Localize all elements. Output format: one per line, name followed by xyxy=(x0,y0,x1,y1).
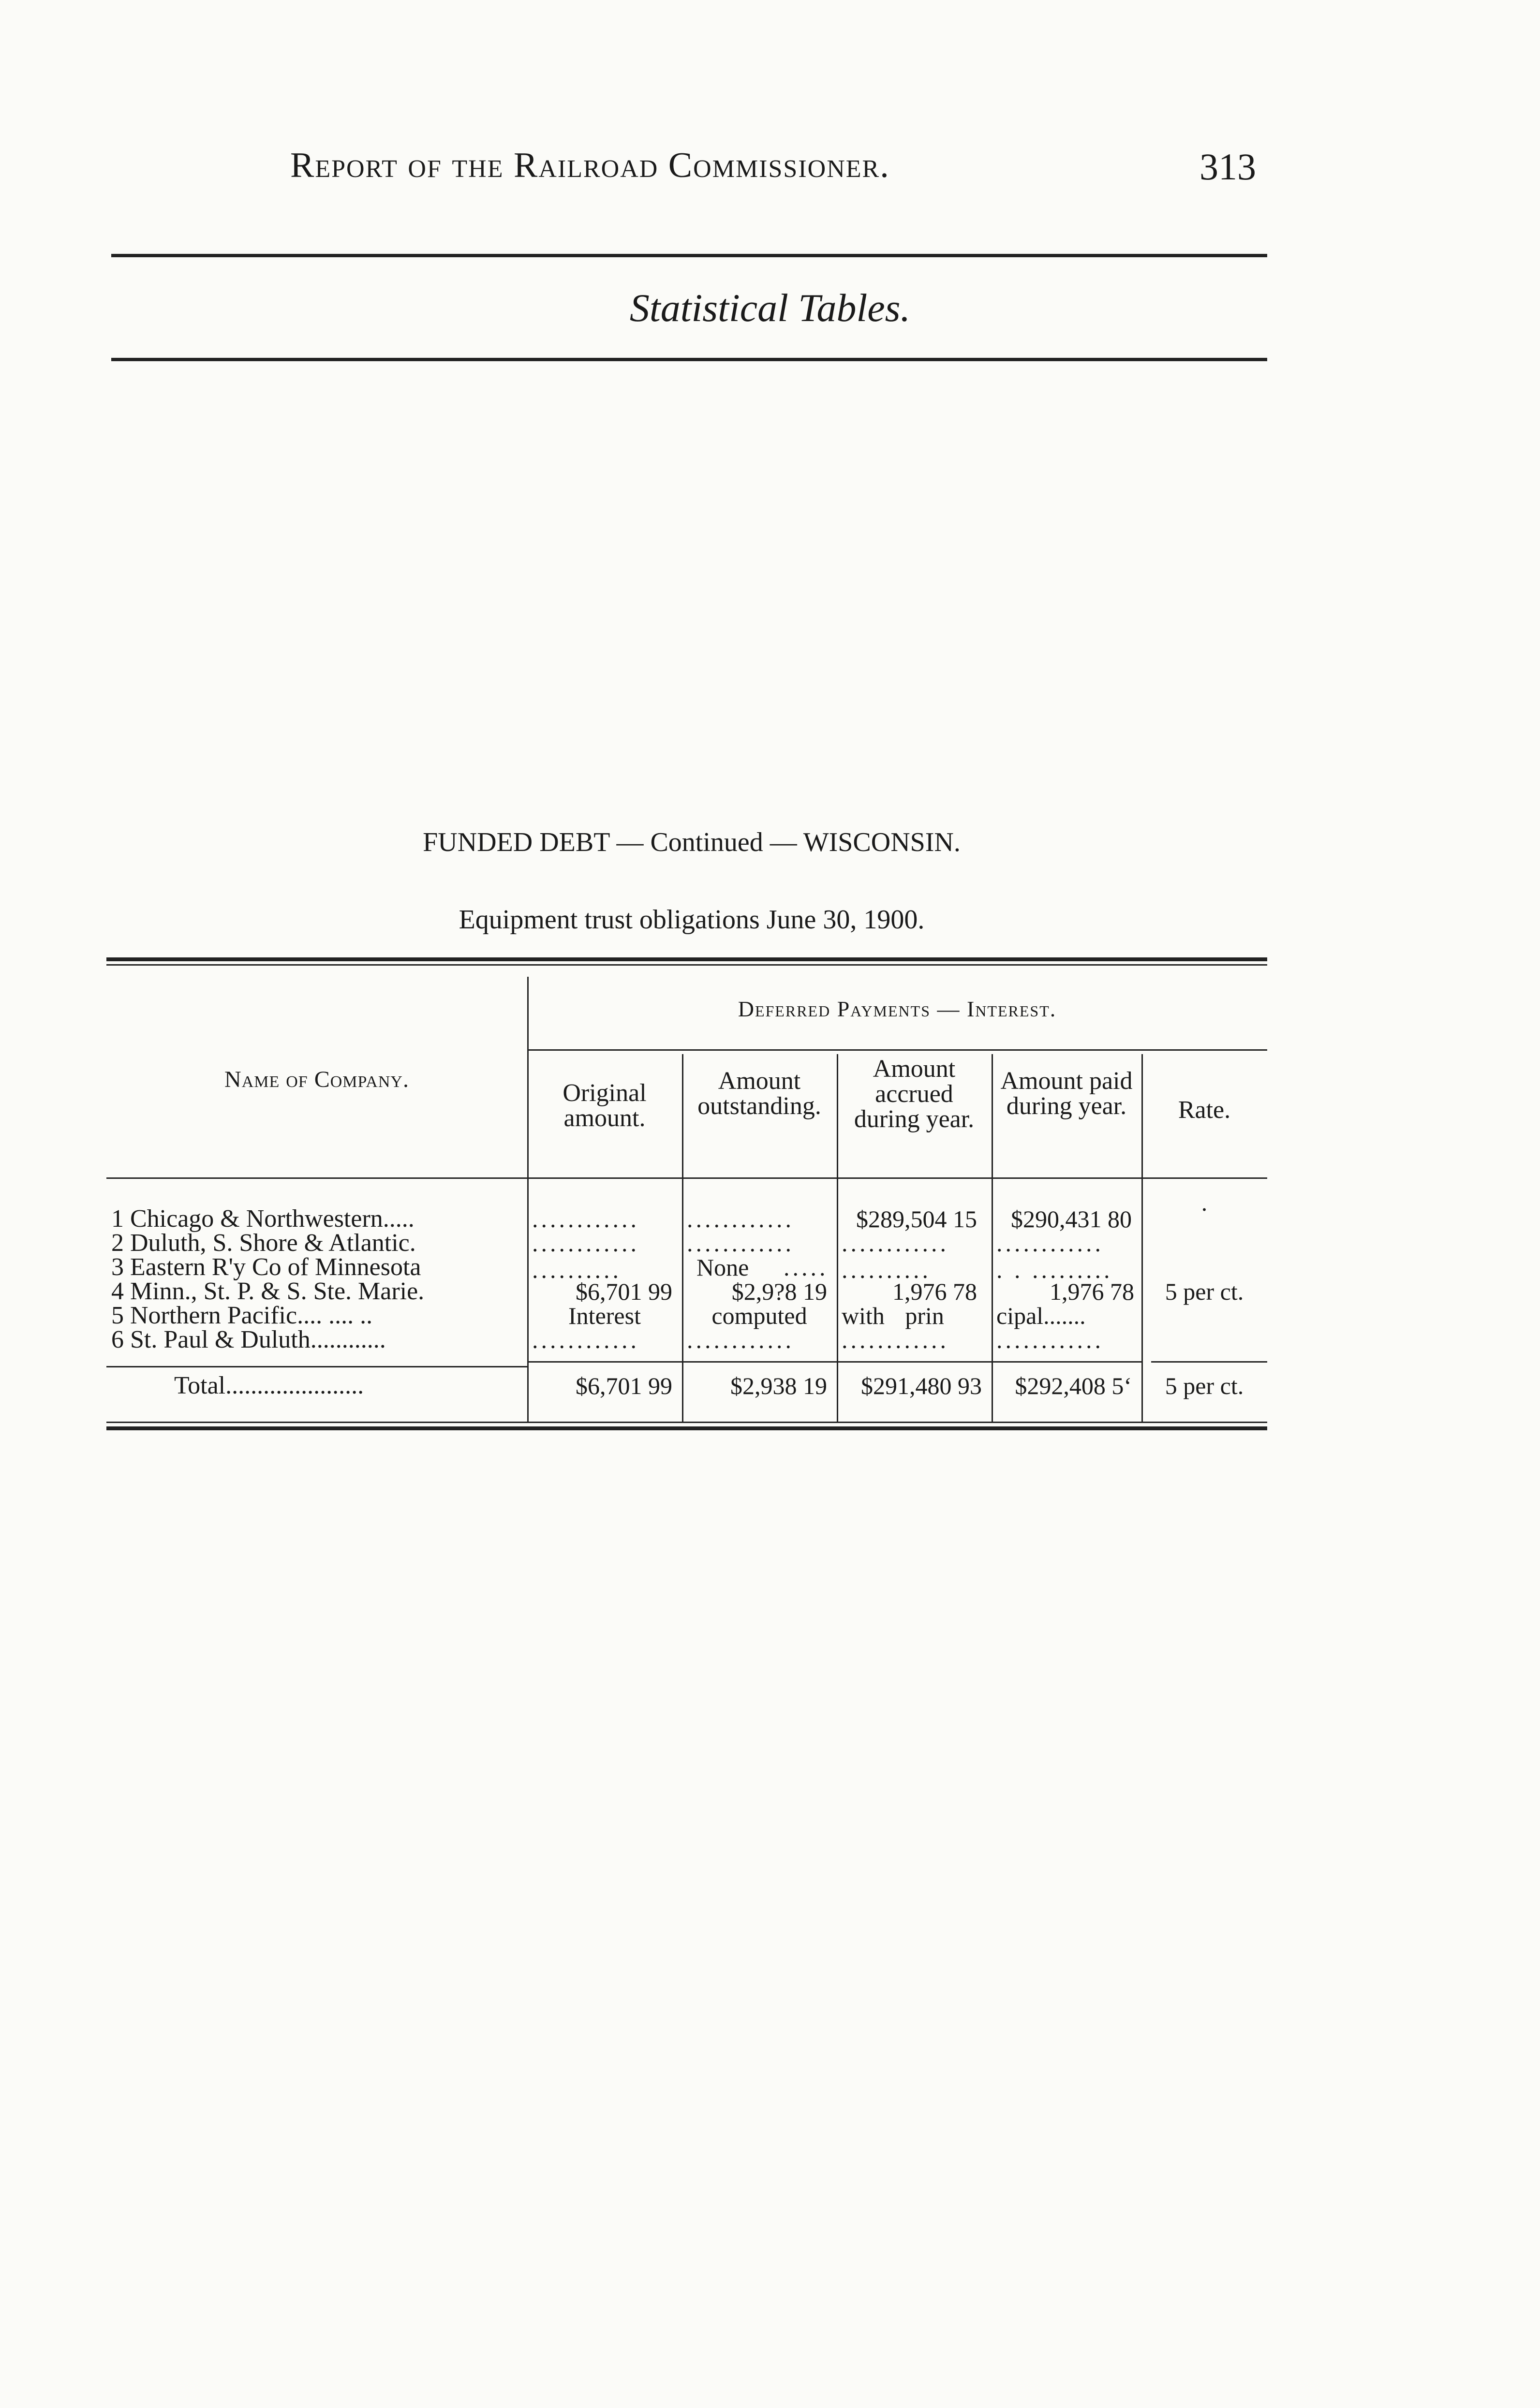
cell-original: $6,701 99 xyxy=(576,1278,672,1305)
cell-paid: 1,976 78 xyxy=(1050,1278,1134,1305)
table-rule-top xyxy=(106,957,1267,961)
total-rule xyxy=(1151,1361,1267,1363)
total-paid: $292,408 5‘ xyxy=(1015,1372,1132,1399)
row-company-name: 1 Chicago & Northwestern..... xyxy=(111,1205,415,1233)
table-rule-top-inner xyxy=(106,964,1267,966)
group-header-deferred: Deferred Payments — Interest. xyxy=(738,997,1057,1021)
page-number: 313 xyxy=(1199,146,1256,188)
funded-debt-table xyxy=(106,957,1267,1441)
col-divider xyxy=(682,1054,683,1422)
col-divider xyxy=(837,1054,838,1422)
cell-accrued: 1,976 78 xyxy=(892,1278,977,1305)
cell-accrued: $289,504 15 xyxy=(856,1205,977,1233)
leader-dots: ............ xyxy=(532,1327,639,1352)
column-header-original: Original amount. xyxy=(563,1079,647,1132)
column-header-accrued: Amount accrued during year. xyxy=(854,1055,975,1133)
cell-rate: · xyxy=(1200,1196,1209,1223)
total-original: $6,701 99 xyxy=(576,1372,672,1399)
cell-outstanding: computed xyxy=(711,1302,807,1329)
row-company-name: 5 Northern Pacific.... .... .. xyxy=(111,1302,373,1329)
col-divider xyxy=(1141,1054,1143,1422)
leader-dots: ............ xyxy=(532,1206,639,1232)
leader-dots: ............ xyxy=(687,1206,794,1232)
cell-outstanding: None xyxy=(696,1254,749,1281)
leader-dots: ............ xyxy=(842,1231,949,1256)
row-company-name: 4 Minn., St. P. & S. Ste. Marie. xyxy=(111,1277,425,1305)
leader-dots: ..... xyxy=(784,1255,829,1280)
row-company-name: 2 Duluth, S. Shore & Atlantic. xyxy=(111,1229,416,1257)
header-bottom-rule xyxy=(106,1177,1267,1179)
total-rate: 5 per ct. xyxy=(1165,1372,1244,1399)
leader-dots: ............ xyxy=(842,1327,949,1352)
header-rule-top xyxy=(111,254,1267,257)
table-rule-bottom-inner xyxy=(106,1422,1267,1423)
table-title: FUNDED DEBT — Continued — WISCONSIN. xyxy=(423,827,961,857)
total-rule xyxy=(527,1361,1141,1363)
cell-paid: $290,431 80 xyxy=(1011,1205,1132,1233)
total-label: Total...................... xyxy=(174,1372,364,1399)
column-header-paid: Amount paid during year. xyxy=(1000,1067,1133,1120)
col-divider xyxy=(527,977,529,1422)
running-head: Report of the Railroad Commissioner. xyxy=(290,146,890,185)
cell-rate: 5 per ct. xyxy=(1165,1278,1244,1305)
table-rule-bottom xyxy=(106,1426,1267,1430)
total-rule xyxy=(106,1366,527,1367)
leader-dots: ............ xyxy=(687,1231,794,1256)
total-outstanding: $2,938 19 xyxy=(730,1372,827,1399)
table-subtitle: Equipment trust obligations June 30, 1900. xyxy=(459,905,925,935)
leader-dots: ............ xyxy=(687,1327,794,1352)
cell-accrued: with prin xyxy=(842,1302,944,1329)
row-company-name: 6 St. Paul & Duluth............ xyxy=(111,1326,386,1353)
cell-outstanding: $2,9?8 19 xyxy=(731,1278,827,1305)
column-header-rate: Rate. xyxy=(1178,1096,1231,1124)
col-divider xyxy=(992,1054,993,1422)
group-header-rule xyxy=(527,1049,1267,1051)
leader-dots: .......... xyxy=(532,1257,622,1282)
column-header-name: Name of Company. xyxy=(224,1067,409,1092)
column-header-outstanding: Amount outstanding. xyxy=(697,1067,821,1120)
leader-dots: .......... xyxy=(842,1257,931,1282)
total-accrued: $291,480 93 xyxy=(861,1372,982,1399)
section-title: Statistical Tables. xyxy=(629,286,911,330)
cell-original: Interest xyxy=(568,1302,641,1329)
leader-dots: ............ xyxy=(532,1231,639,1256)
leader-dots: . . ......... xyxy=(996,1257,1113,1282)
header-rule-bottom xyxy=(111,358,1267,361)
cell-paid: cipal....... xyxy=(996,1302,1086,1329)
leader-dots: ............ xyxy=(996,1327,1104,1352)
leader-dots: ............ xyxy=(996,1231,1104,1256)
row-company-name: 3 Eastern R'y Co of Minnesota xyxy=(111,1253,421,1281)
